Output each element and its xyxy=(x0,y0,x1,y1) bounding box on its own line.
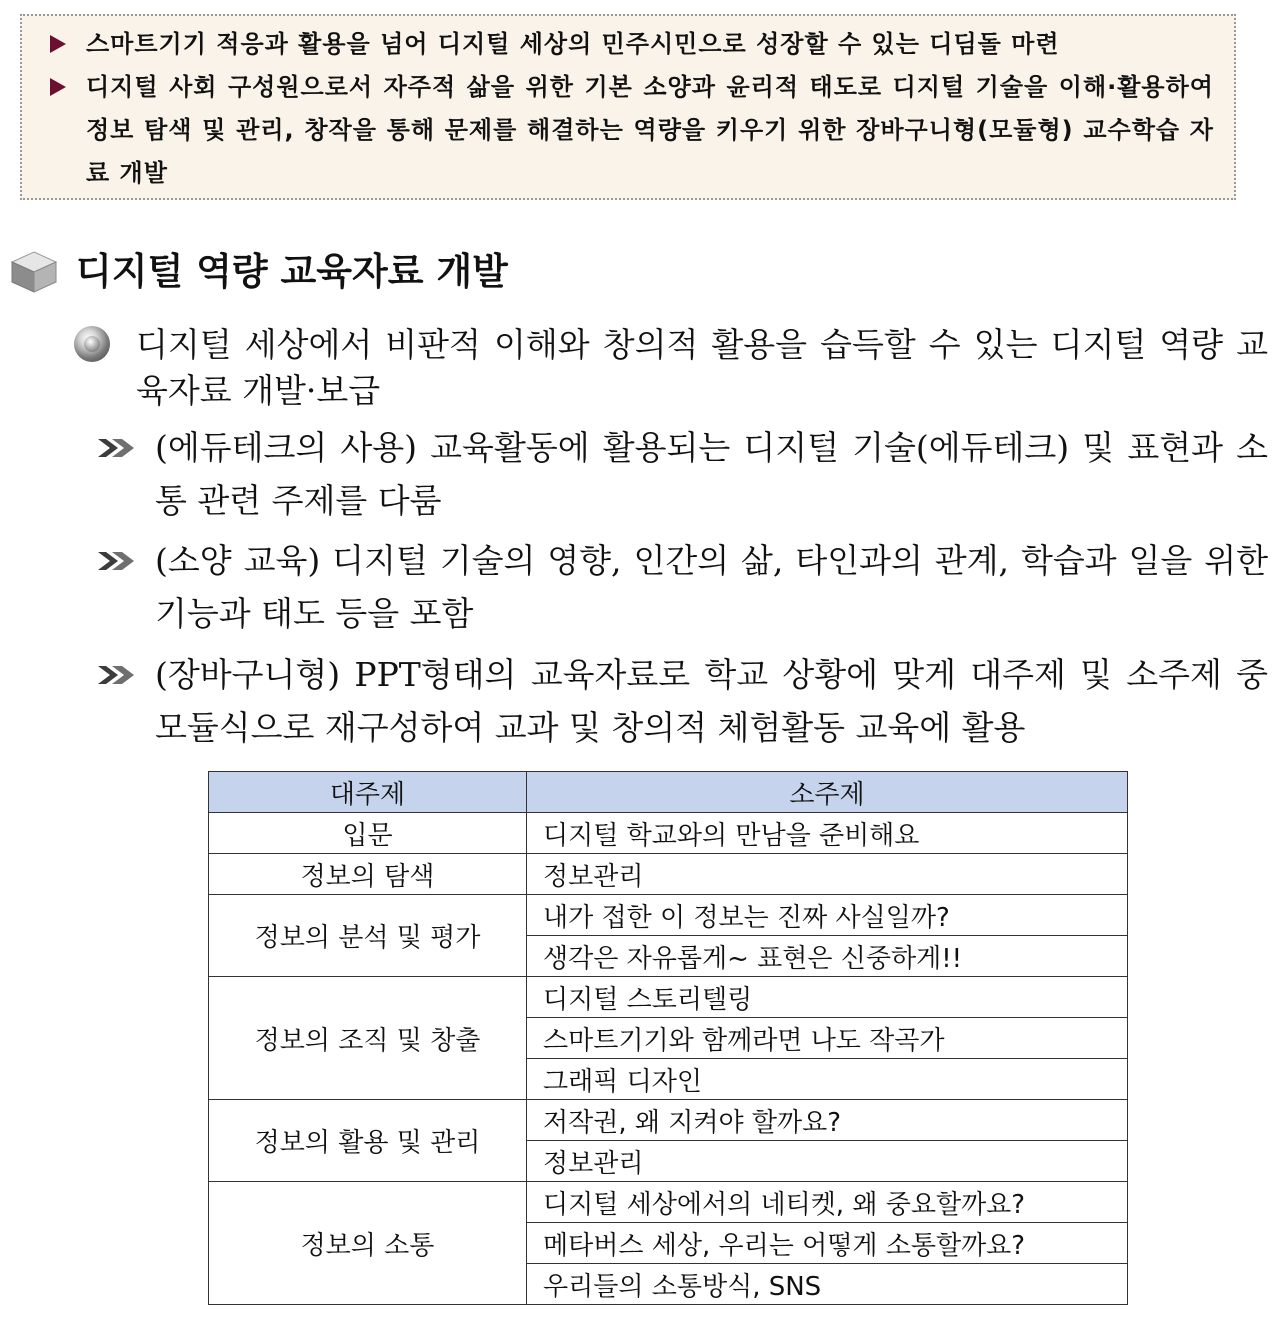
minor-topic-cell: 그래픽 디자인 xyxy=(527,1059,1128,1100)
minor-topic-cell: 메타버스 세상, 우리는 어떻게 소통할까요? xyxy=(527,1223,1128,1264)
section-title: 디지털 역량 교육자료 개발 xyxy=(76,250,508,293)
summary-item-text: 스마트기기 적응과 활용을 넘어 디지털 세상의 민주시민으로 성장할 수 있는 디딤돌 마련 xyxy=(86,30,1060,58)
main-point-text: 디지털 세상에서 비판적 이해와 창의적 활용을 습득할 수 있는 디지털 역량 교육자료 개발·보급 xyxy=(136,325,1268,410)
minor-topic-cell: 정보관리 xyxy=(527,854,1128,895)
major-topic-cell: 입문 xyxy=(209,813,527,854)
arrow-bullet-icon xyxy=(98,437,136,459)
summary-box xyxy=(20,14,1236,200)
topic-table xyxy=(208,771,1128,1305)
sub-point-text: (에듀테크의 사용) 교육활동에 활용되는 디지털 기술(에듀테크) 및 표현과 소통 관련 주제를 다룸 xyxy=(155,428,1268,520)
header-major: 대주제 xyxy=(209,772,527,813)
summary-item xyxy=(50,23,1214,66)
sub-point-text: (소양 교육) 디지털 기술의 영향, 인간의 삶, 타인과의 관계, 학습과 일을 위한 기능과 태도 등을 포함 xyxy=(155,541,1268,633)
table-row xyxy=(209,977,1128,1018)
table-row xyxy=(209,813,1128,854)
minor-topic-cell: 스마트기기와 함께라면 나도 작곡가 xyxy=(527,1018,1128,1059)
header-minor: 소주제 xyxy=(527,772,1128,813)
minor-topic-cell: 내가 접한 이 정보는 진짜 사실일까? xyxy=(527,895,1128,936)
table-row xyxy=(209,1182,1128,1223)
table-row xyxy=(209,1100,1128,1141)
round-bullet-icon xyxy=(74,326,110,362)
minor-topic-cell: 정보관리 xyxy=(527,1141,1128,1182)
major-topic-cell: 정보의 활용 및 관리 xyxy=(209,1100,527,1182)
cube-icon xyxy=(10,250,58,294)
major-topic-cell: 정보의 탐색 xyxy=(209,854,527,895)
summary-item-text: 디지털 사회 구성원으로서 자주적 삶을 위한 기본 소양과 윤리적 태도로 디지털 기술을 이해·활용하여 정보 탐색 및 관리, 창작을 통해 문제를 해결하는 역량을 키우기 위한 장바구니형(모듈형) 교수학습 자료 개발 xyxy=(86,73,1214,187)
minor-topic-cell: 생각은 자유롭게~ 표현은 신중하게!! xyxy=(527,936,1128,977)
minor-topic-cell: 디지털 스토리텔링 xyxy=(527,977,1128,1018)
sub-point-text: (장바구니형) PPT형태의 교육자료로 학교 상황에 맞게 대주제 및 소주제 중 모듈식으로 재구성하여 교과 및 창의적 체험활동 교육에 활용 xyxy=(155,655,1268,747)
triangle-bullet-icon xyxy=(50,35,66,53)
major-topic-cell: 정보의 분석 및 평가 xyxy=(209,895,527,977)
summary-item xyxy=(50,66,1214,195)
arrow-bullet-icon xyxy=(98,664,136,686)
minor-topic-cell: 디지털 학교와의 만남을 준비해요 xyxy=(527,813,1128,854)
major-topic-cell: 정보의 조직 및 창출 xyxy=(209,977,527,1100)
table-row xyxy=(209,895,1128,936)
sub-point xyxy=(98,648,1268,754)
sub-point xyxy=(98,421,1268,527)
sub-point xyxy=(98,534,1268,640)
minor-topic-cell: 디지털 세상에서의 네티켓, 왜 중요할까요? xyxy=(527,1182,1128,1223)
minor-topic-cell: 저작권, 왜 지켜야 할까요? xyxy=(527,1100,1128,1141)
triangle-bullet-icon xyxy=(50,78,66,96)
main-point xyxy=(74,322,1268,414)
table-header-row xyxy=(209,772,1128,813)
arrow-bullet-icon xyxy=(98,550,136,572)
section-heading xyxy=(10,244,710,300)
major-topic-cell: 정보의 소통 xyxy=(209,1182,527,1305)
table-row xyxy=(209,854,1128,895)
minor-topic-cell: 우리들의 소통방식, SNS xyxy=(527,1264,1128,1305)
